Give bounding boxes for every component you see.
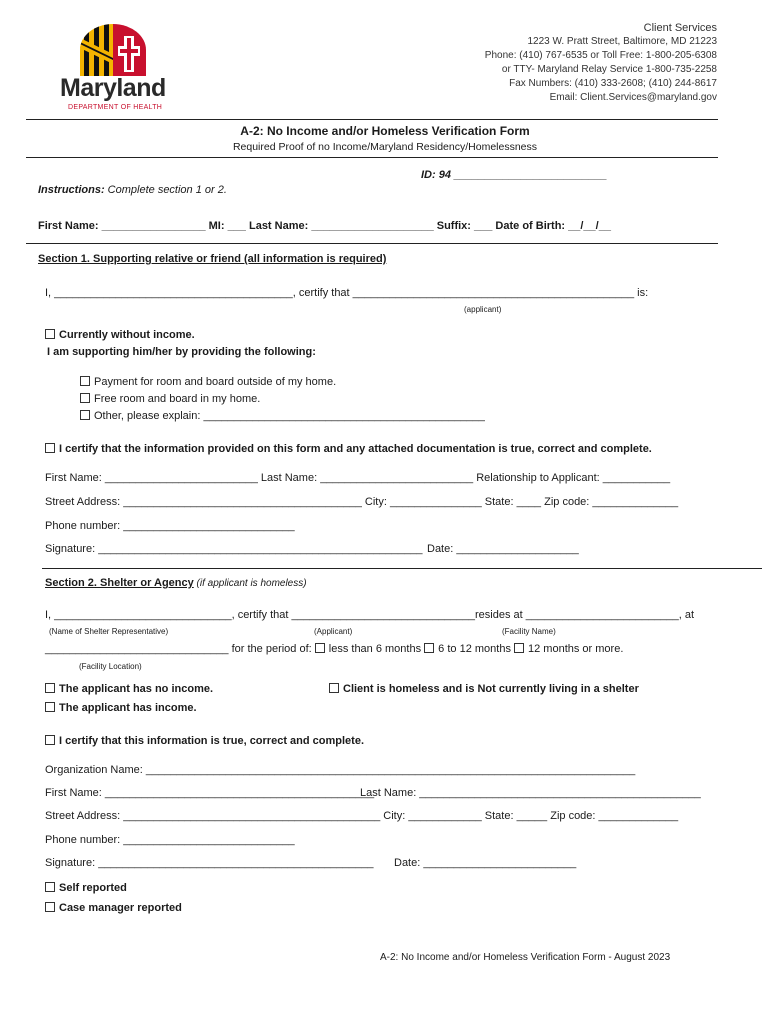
period-option-less-6: less than 6 months — [328, 643, 422, 655]
agency-signature-line[interactable]: Signature: _____________________________________________ — [45, 857, 374, 869]
certify-label: I certify that this information is true, correct and complete. — [59, 735, 365, 747]
agency-first-name-line[interactable]: First Name: ____________________________________________ — [45, 787, 375, 799]
option-label: Free room and board in my home. — [94, 393, 261, 405]
form-subtitle: Required Proof of no Income/Maryland Residency/Homelessness — [232, 141, 538, 153]
checkbox[interactable] — [45, 443, 55, 453]
no-income-option[interactable] — [45, 683, 213, 695]
checkbox[interactable] — [80, 410, 90, 420]
case-manager-option[interactable] — [45, 902, 182, 914]
contact-block — [485, 21, 717, 105]
section1-certify-line[interactable]: I, _______________________________________, certify that ______________________________________________ is: — [45, 287, 649, 299]
checkbox[interactable] — [45, 735, 55, 745]
certify-label: I certify that the information provided on this form and any attached documentation is true, correct and complete. — [59, 443, 652, 455]
support-option-room-board-outside[interactable] — [80, 376, 336, 388]
facility-name-caption: (Facility Name) — [502, 627, 556, 636]
checkbox[interactable] — [45, 702, 55, 712]
section2-certify-option[interactable] — [45, 735, 364, 747]
checkbox[interactable] — [45, 329, 55, 339]
page-footer: A-2: No Income and/or Homeless Verification Form - August 2023 — [380, 952, 671, 963]
shelter-rep-caption: (Name of Shelter Representative) — [49, 627, 169, 636]
period-option-12-plus: 12 months or more. — [528, 643, 624, 655]
supporter-address-line[interactable]: Street Address: _______________________________________ City: _______________ State: ____ Zip code: ______________ — [45, 496, 679, 508]
no-income-label: The applicant has no income. — [59, 683, 214, 695]
homeless-option[interactable] — [329, 683, 639, 695]
section1-certify-option[interactable] — [45, 443, 652, 455]
instructions-label: Instructions: — [38, 184, 105, 196]
checkbox[interactable] — [80, 393, 90, 403]
support-option-free-room-board[interactable] — [80, 393, 260, 405]
without-income-option[interactable] — [45, 329, 195, 341]
email-line[interactable]: Email: Client.Services@maryland.gov — [549, 92, 717, 103]
agency-date-line[interactable]: Date: _________________________ — [394, 857, 577, 869]
period-line[interactable] — [45, 643, 623, 655]
section1-heading: Section 1. Supporting relative or friend (all information is required) — [38, 253, 387, 265]
period-option-6-12: 6 to 12 months — [438, 643, 511, 655]
has-income-option[interactable] — [45, 702, 197, 714]
maryland-flag-icon — [80, 24, 146, 76]
address-line: 1223 W. Pratt Street, Baltimore, MD 21223 — [527, 36, 717, 47]
option-label: Other, please explain: ______________________________________________ — [94, 410, 485, 422]
supporter-signature-line[interactable]: Signature: _____________________________________________________ — [45, 543, 423, 555]
checkbox[interactable] — [80, 376, 90, 386]
organization-name-line[interactable]: Organization Name: ________________________________________________________________________________ — [45, 764, 636, 776]
applicant-caption: (applicant) — [464, 305, 502, 314]
checkbox[interactable] — [424, 643, 434, 653]
agency-address-line[interactable]: Street Address: __________________________________________ City: ____________ State: _____ Zip code: _____________ — [45, 810, 679, 822]
applicant-caption: (Applicant) — [314, 627, 353, 636]
agency-last-name-line[interactable]: Last Name: ______________________________________________ — [360, 787, 701, 799]
agency-phone-line[interactable]: Phone number: ____________________________ — [45, 834, 295, 846]
tty-line: or TTY- Maryland Relay Service 1-800-735-2258 — [501, 64, 717, 75]
title-divider — [26, 157, 718, 158]
form-title: A-2: No Income and/or Homeless Verification Form — [240, 124, 530, 138]
has-income-label: The applicant has income. — [59, 702, 197, 714]
section2-divider — [42, 568, 762, 569]
case-manager-label: Case manager reported — [59, 902, 182, 914]
section2-heading — [45, 577, 307, 589]
applicant-info-line[interactable]: First Name: _________________ MI: ___ Last Name: ____________________ Suffix: ___ Date of Birth: __/__/__ — [38, 220, 611, 232]
supporter-name-line[interactable]: First Name: _________________________ Last Name: _________________________ Relationship to Applicant: ___________ — [45, 472, 671, 484]
header-divider — [26, 119, 718, 120]
self-reported-label: Self reported — [59, 882, 127, 894]
checkbox[interactable] — [45, 683, 55, 693]
checkbox[interactable] — [329, 683, 339, 693]
support-option-other[interactable] — [80, 410, 485, 422]
section2-heading-text: Section 2. Shelter or Agency — [45, 577, 194, 589]
section2-heading-note: (if applicant is homeless) — [193, 578, 307, 589]
instructions-text: Complete section 1 or 2. — [104, 184, 227, 196]
maryland-health-logo — [58, 22, 178, 114]
checkbox[interactable] — [45, 882, 55, 892]
supporter-date-line[interactable]: Date: ____________________ — [427, 543, 579, 555]
department-of-health-text: DEPARTMENT OF HEALTH — [68, 104, 163, 111]
homeless-label: Client is homeless and is Not currently living in a shelter — [343, 683, 639, 695]
supporter-phone-line[interactable]: Phone number: ____________________________ — [45, 520, 295, 532]
phone-line: Phone: (410) 767-6535 or Toll Free: 1-800-205-6308 — [484, 50, 717, 61]
option-label: Payment for room and board outside of my home. — [94, 376, 337, 388]
facility-location-caption: (Facility Location) — [79, 662, 142, 671]
maryland-wordmark: Maryland — [60, 74, 166, 102]
fax-line: Fax Numbers: (410) 333-2608; (410) 244-8617 — [509, 78, 717, 89]
section2-certify-line[interactable]: I, _____________________________, certify that ______________________________resides at _________________________, at — [45, 609, 694, 621]
id-field[interactable]: ID: 94 _________________________ — [421, 169, 607, 181]
client-services-label: Client Services — [643, 22, 717, 34]
self-reported-option[interactable] — [45, 882, 127, 894]
supporting-text: I am supporting him/her by providing the following: — [47, 346, 316, 358]
period-prefix: ______________________________ for the period of: — [45, 643, 312, 655]
checkbox[interactable] — [315, 643, 325, 653]
checkbox[interactable] — [45, 902, 55, 912]
section1-divider — [26, 243, 718, 244]
without-income-label: Currently without income. — [59, 329, 195, 341]
checkbox[interactable] — [514, 643, 524, 653]
instructions — [38, 184, 227, 196]
